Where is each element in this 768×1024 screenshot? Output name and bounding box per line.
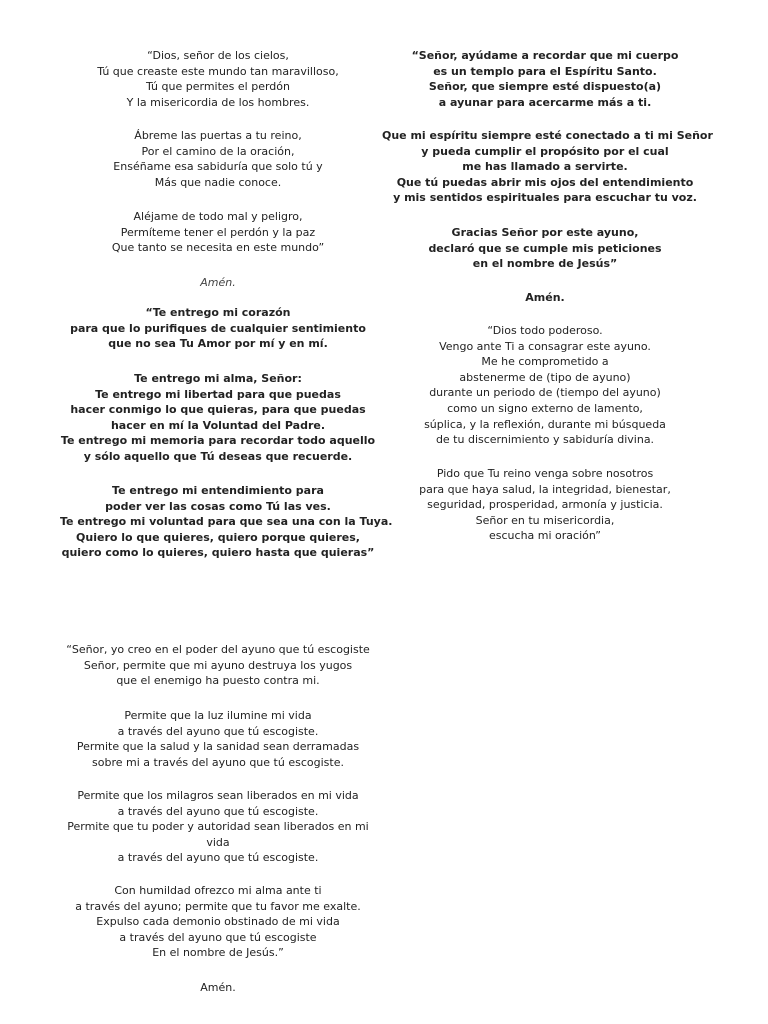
prayer-line: poder ver las cosas como Tú las ves. — [105, 499, 331, 513]
prayer-line: Más que nadie conoce. — [154, 175, 282, 189]
amen-text: Amén. — [525, 291, 565, 304]
prayer-line: durante un periodo de (tiempo del ayuno) — [429, 386, 661, 400]
prayer-line: súplica, y la reflexión, durante mi búsqueda — [424, 417, 666, 431]
prayer-line: me has llamado a servirte. — [462, 160, 628, 174]
prayer-line: a través del ayuno que tú escogiste. — [117, 851, 319, 865]
prayer-line: Con humildad ofrezco mi alma ante ti — [114, 884, 322, 897]
prayer-line: Te entrego mi voluntad para que sea una con la Tuya. — [60, 515, 393, 529]
prayer-line: en el nombre de Jesús” — [472, 257, 618, 271]
prayer-stanza — [60, 708, 376, 770]
prayer-stanza — [382, 128, 713, 206]
prayer-line: Quiero lo que quieres, quiero porque quieres, — [76, 530, 360, 544]
prayer-line: “Dios todo poderoso. — [487, 324, 603, 337]
prayer-column-top-right — [382, 0, 713, 560]
prayer-line: Señor en tu misericordia, — [475, 513, 615, 527]
prayer-line: Por el camino de la oración, — [141, 144, 295, 158]
prayer-line: y sólo aquello que Tú deseas que recuerde. — [83, 449, 353, 463]
prayer-line: Me he comprometido a — [481, 355, 609, 369]
prayer-line: que no sea Tu Amor por mí y en mí. — [108, 337, 328, 351]
prayer-line: que el enemigo ha puesto contra mi. — [116, 674, 320, 688]
prayer-stanza — [382, 225, 708, 272]
prayer-line: Te entrego mi memoria para recordar todo aquello — [60, 434, 376, 448]
prayer-line: Permíteme tener el perdón y la paz — [120, 225, 316, 239]
prayer-line: Permite que la luz ilumine mi vida — [124, 709, 312, 722]
prayer-line: Señor, que siempre esté dispuesto(a) — [428, 80, 662, 94]
prayer-line: para que haya salud, la integridad, bienestar, — [419, 482, 671, 496]
prayer-line: a ayunar para acercarme más a ti. — [438, 95, 652, 109]
amen-text: Amén. — [200, 981, 236, 994]
prayer-stanza — [382, 48, 708, 110]
amen-line — [60, 980, 376, 996]
prayer-line: y pueda cumplir el propósito por el cual — [421, 144, 669, 158]
prayer-line: “Señor, yo creo en el poder del ayuno que tú escogiste — [66, 643, 370, 656]
prayer-column-bottom-left — [60, 0, 393, 1024]
prayer-line: Que mi espíritu siempre esté conectado a ti mi Señor — [382, 129, 713, 142]
prayer-line: a través del ayuno que tú escogiste. — [117, 804, 319, 818]
prayer-line: como un signo externo de lamento, — [447, 401, 643, 415]
prayer-line: y mis sentidos espirituales para escuchar tu voz. — [393, 191, 697, 205]
prayer-line: vida — [206, 835, 230, 849]
prayer-line: “Dios, señor de los cielos, — [147, 49, 289, 62]
prayer-stanza — [382, 323, 708, 448]
prayer-line: Que tú puedas abrir mis ojos del entendimiento — [396, 175, 694, 189]
prayer-line: Permite que la salud y la sanidad sean derramadas — [76, 740, 360, 754]
prayer-line: Vengo ante Ti a consagrar este ayuno. — [439, 339, 651, 353]
prayer-line: Ábreme las puertas a tu reino, — [134, 129, 302, 142]
prayer-line: sobre mi a través del ayuno que tú escogiste. — [92, 755, 344, 769]
prayer-line: Y la misericordia de los hombres. — [126, 95, 310, 109]
prayer-line: declaró que se cumple mis peticiones — [428, 241, 662, 255]
prayer-line: para que lo purifiques de cualquier sentimiento — [70, 321, 366, 335]
prayer-stanza — [60, 883, 376, 961]
prayer-line: Aléjame de todo mal y peligro, — [133, 210, 303, 223]
prayer-line: a través del ayuno que tú escogiste. — [117, 724, 319, 738]
prayer-line: Permite que tu poder y autoridad sean liberados en mi — [67, 820, 369, 834]
prayer-line: Te entrego mi alma, Señor: — [134, 372, 302, 385]
prayer-line: Te entrego mi libertad para que puedas — [95, 387, 341, 401]
prayer-line: a través del ayuno que tú escogiste — [119, 930, 317, 944]
prayer-line: abstenerme de (tipo de ayuno) — [459, 370, 631, 384]
prayer-line: Que tanto se necesita en este mundo” — [111, 241, 325, 255]
prayer-line: seguridad, prosperidad, armonía y justicia. — [427, 498, 663, 512]
prayer-line: “Te entrego mi corazón — [145, 306, 291, 319]
amen-text: Amén. — [200, 276, 236, 289]
prayer-line: Pido que Tu reino venga sobre nosotros — [436, 467, 654, 480]
prayer-line: a través del ayuno; permite que tu favor me exalte. — [75, 899, 361, 913]
prayer-line: es un templo para el Espíritu Santo. — [433, 64, 657, 78]
prayer-stanza — [60, 788, 376, 866]
prayer-stanza — [382, 466, 708, 544]
prayer-line: hacer en mí la Voluntad del Padre. — [110, 418, 326, 432]
prayer-line: escucha mi oración” — [489, 529, 601, 543]
prayer-line: Permite que los milagros sean liberados en mi vida — [77, 789, 359, 802]
prayer-line: hacer conmigo lo que quieras, para que puedas — [70, 403, 366, 417]
prayer-line: Enséñame esa sabiduría que solo tú y — [113, 160, 323, 174]
prayer-line: Te entrego mi entendimiento para — [112, 484, 324, 497]
prayer-stanza — [60, 642, 376, 689]
prayer-line: de tu discernimiento y sabiduría divina. — [435, 433, 655, 447]
prayer-line: Tú que creaste este mundo tan maravilloso, — [97, 64, 339, 78]
prayer-line: Señor, permite que mi ayuno destruya los yugos — [83, 658, 353, 672]
prayer-line: Expulso cada demonio obstinado de mi vida — [96, 915, 340, 929]
prayer-line: Tú que permites el perdón — [146, 80, 290, 94]
prayer-line: Gracias Señor por este ayuno, — [451, 226, 639, 239]
prayer-line: quiero como lo quieres, quiero hasta que quieras” — [61, 546, 375, 560]
prayer-line: “Señor, ayúdame a recordar que mi cuerpo — [411, 49, 679, 62]
prayer-line: En el nombre de Jesús.” — [152, 946, 284, 960]
amen-line — [382, 290, 708, 306]
